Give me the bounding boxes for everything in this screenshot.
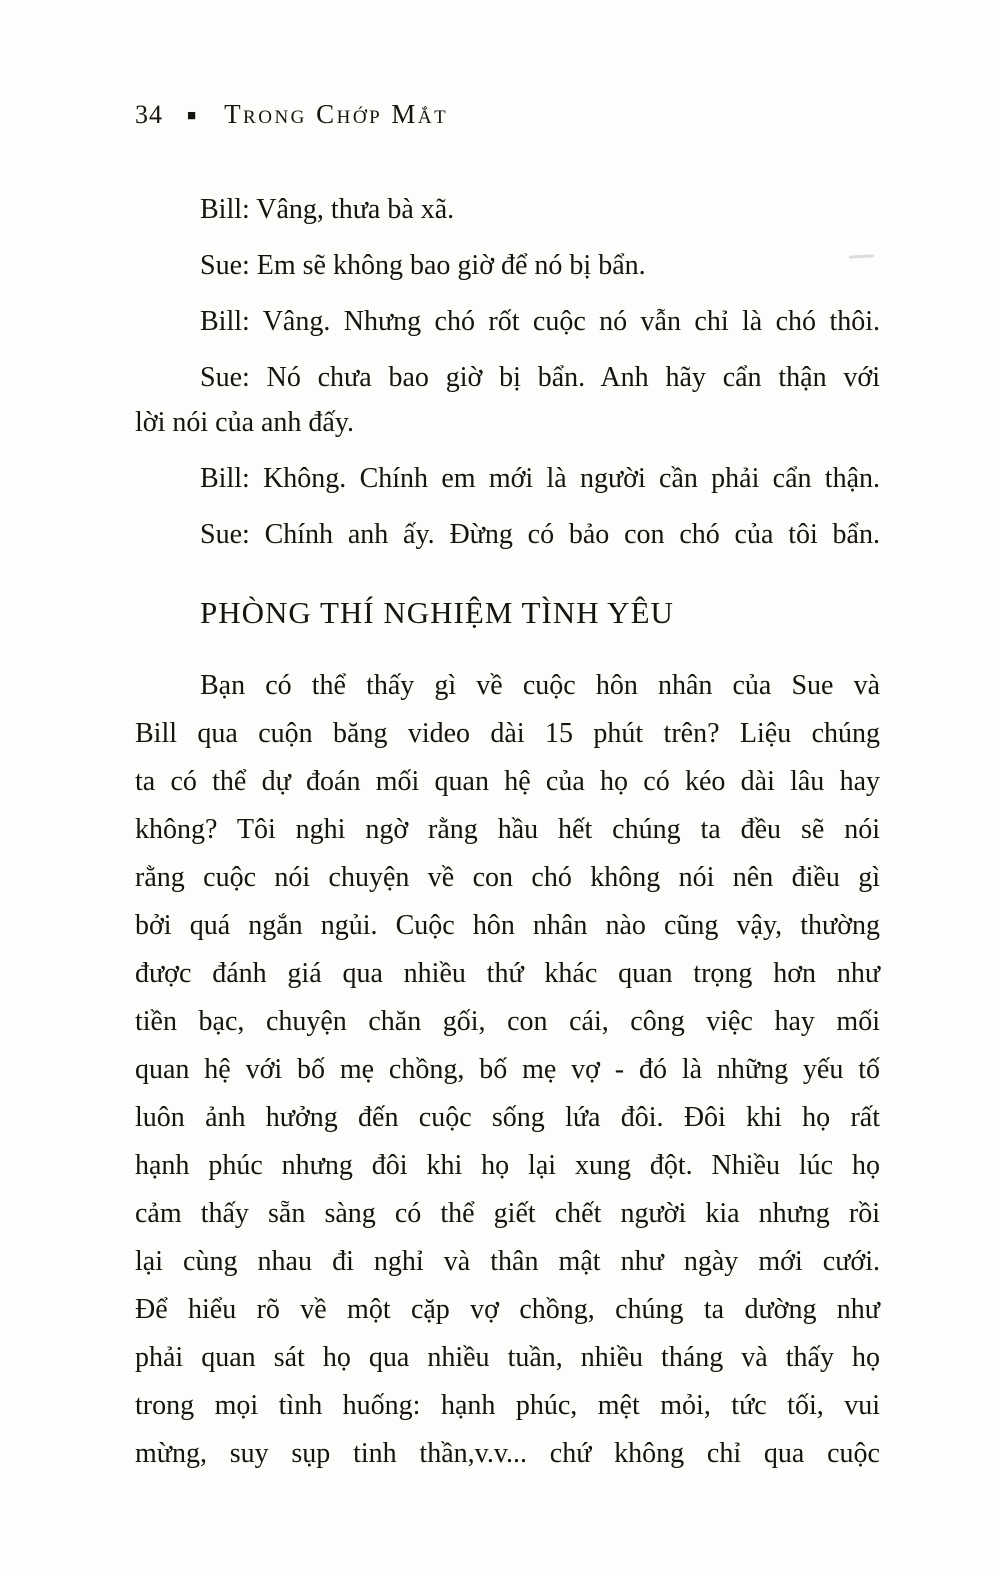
text-line: Bill: Vâng. Nhưng chó rốt cuộc nó vẫn chỉ là chó thôi. (200, 306, 880, 337)
text-line: trong mọi tình huống: hạnh phúc, mệt mỏi, tức tối, vui (135, 1390, 880, 1421)
dialogue-paragraph (135, 512, 880, 557)
page-number: 34 (135, 100, 163, 129)
dialogue-paragraph (135, 456, 880, 501)
text-line: Bạn có thể thấy gì về cuộc hôn nhân của Sue và (200, 670, 880, 701)
text-line: bởi quá ngắn ngủi. Cuộc hôn nhân nào cũng vậy, thường (135, 910, 880, 941)
text-line: được đánh giá qua nhiều thứ khác quan trọng hơn như (135, 958, 880, 989)
text-line: hạnh phúc nhưng đôi khi họ lại xung đột. Nhiều lúc họ (135, 1150, 880, 1181)
text-line: phải quan sát họ qua nhiều tuần, nhiều tháng và thấy họ (135, 1342, 880, 1373)
dialogue-paragraph (135, 187, 880, 232)
text-line: Bill qua cuộn băng video dài 15 phút trên? Liệu chúng (135, 718, 880, 749)
text-line: Bill: Vâng, thưa bà xã. (200, 194, 455, 225)
text-line: lại cùng nhau đi nghỉ và thân mật như ngày mới cưới. (135, 1246, 880, 1277)
text-line: Sue: Chính anh ấy. Đừng có bảo con chó của tôi bẩn. (200, 519, 880, 550)
text-line: cảm thấy sẵn sàng có thể giết chết người kia nhưng rồi (135, 1198, 880, 1229)
text-line: Sue: Em sẽ không bao giờ để nó bị bẩn. (200, 250, 646, 281)
dialogue-paragraph (135, 299, 880, 344)
page-header (135, 98, 880, 135)
text-line: quan hệ với bố mẹ chồng, bố mẹ vợ - đó là những yếu tố (135, 1054, 880, 1085)
text-line: tiền bạc, chuyện chăn gối, con cái, công việc hay mối (135, 1006, 880, 1037)
text-line: luôn ảnh hưởng đến cuộc sống lứa đôi. Đôi khi họ rất (135, 1102, 880, 1133)
dialogue-paragraph (135, 243, 880, 288)
page-content (135, 187, 880, 1478)
text-line: lời nói của anh đấy. (135, 407, 355, 438)
dialogue-paragraph (135, 355, 880, 445)
text-line: Bill: Không. Chính em mới là người cần phải cẩn thận. (200, 463, 880, 494)
running-title: Trong Chớp Mắt (224, 99, 449, 129)
text-line: Để hiểu rõ về một cặp vợ chồng, chúng ta dường như (135, 1294, 880, 1325)
text-line: Sue: Nó chưa bao giờ bị bẩn. Anh hãy cẩn thận với (200, 362, 880, 393)
text-line: ta có thể dự đoán mối quan hệ của họ có kéo dài lâu hay (135, 766, 880, 797)
text-line: mừng, suy sụp tinh thần,v.v... chứ không chỉ qua cuộc (135, 1438, 880, 1469)
section-heading: PHÒNG THÍ NGHIỆM TÌNH YÊU (200, 595, 674, 630)
text-line: rằng cuộc nói chuyện về con chó không nói nên điều gì (135, 862, 880, 893)
body-paragraph (135, 662, 880, 1478)
text-line: không? Tôi nghi ngờ rằng hầu hết chúng ta đều sẽ nói (135, 814, 880, 845)
square-bullet-icon: ■ (187, 108, 197, 124)
